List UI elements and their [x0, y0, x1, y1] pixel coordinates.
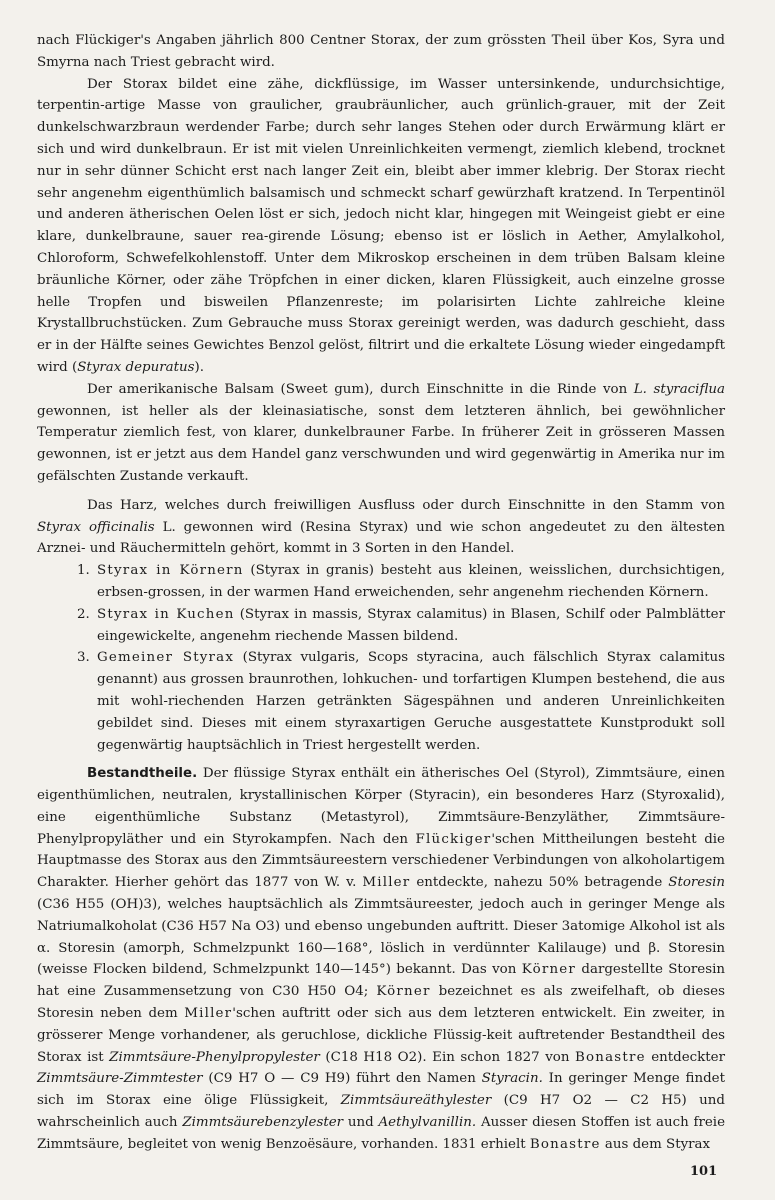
- page-number: 101: [690, 1164, 718, 1179]
- paragraph-2: Der Storax bildet eine zähe, dickflüssige, im Wasser untersinkende, undurchsichtige, terpentin-artige Masse von graulicher, graubräunlicher, auch grünlich-grauer, mit der Zeit dunkelschwarzbraun werdender Farbe; durch sehr langes Stehen oder durch Erwärmung klärt er sich und wird dunkelbraun. Er ist mit vielen Unreinlichkeiten vermengt, ziemlich klebend, trocknet nur in sehr dünner Schicht erst nach langer Zeit ein, bleibt aber immer klebrig. Der Storax riecht sehr angenehm eigenthümlich balsamisch und schmeckt scharf gewürzhaft kratzend. In Terpentinöl und anderen ätherischen Oelen löst er sich, jedoch nicht klar, hingegen mit Weingeist giebt er eine klare, dunkelbraune, sauer rea-girende Lösung; ebenso ist er löslich in Aether, Amylalkohol, Chloroform, Schwefelkohlenstoff. Unter dem Mikroskop erscheinen in dem trüben Balsam kleine bräunliche Körner, oder zähe Tröpfchen in einer dicken, klaren Flüssigkeit, auch einzelne grosse helle Tropfen und bisweilen Pflanzenreste; im polarisirten Lichte zahlreiche kleine Krystallbruchstücken. Zum Gebrauche muss Storax gereinigt werden, was dadurch geschieht, dass er in der Hälfte seines Gewichtes Benzol gelöst, filtrirt und die erkaltete Lösung wieder eingedampft wird (Styrax depuratus).: [37, 76, 725, 375]
- paragraph-bestandtheile: Bestandtheile. Der flüssige Styrax enthält ein ätherisches Oel (Styrol), Zimmtsäure, einen eigenthümlichen, neutralen, krystallinischen Körper (Styracin), ein besonderes Harz (Styroxalid), eine eigenthümliche Substanz (Metastyrol), Zimmtsäure-Benzyläther, Zimmtsäure-Phenylpropyläther und ein Styrokampfen. Nach den Flückiger'schen Mittheilungen besteht die Hauptmasse des Storax aus den Zimmtsäureestern verschiedener Verbindungen von alkoholartigem Charakter. Hierher gehört das 1877 von W. v. Miller entdeckte, nahezu 50% betragende Storesin (C36 H55 (OH)3), welches hauptsächlich als Zimmtsäureester, jedoch auch in geringer Menge als Natriumalkoholat (C36 H57 Na O3) und ebenso ungebunden auftritt. Dieser 3atomige Alkohol ist als α. Storesin (amorph, Schmelzpunkt 160—168°, löslich in verdünnter Kalilauge) und β. Storesin (weisse Flocken bildend, Schmelzpunkt 140—145°) bekannt. Das von Körner dargestellte Storesin hat eine Zusammensetzung von C30 H50 O4; Körner bezeichnet es als zweifelhaft, ob dieses Storesin neben dem Miller'schen auftritt oder sich aus dem letzteren entwickelt. Ein zweiter, in grösserer Menge vorhandener, als geruchlose, dickliche Flüssig-keit auftretender Bestandtheil des Storax ist Zimmtsäure-Phenylpropylester (C18 H18 O2). Ein schon 1827 von Bonastre entdeckter Zimmtsäure-Zimmtester (C9 H7 O — C9 H9) führt den Namen Styracin. In geringer Menge findet sich im Storax eine ölige Flüssigkeit, Zimmtsäureäthylester (C9 H7 O2 — C2 H5) und wahrscheinlich auch Zimmtsäurebenzylester und Aethylvanillin. Ausser diesen Stoffen ist auch freie Zimmtsäure, begleitet von wenig Benzoësäure, vorhanden. 1831 erhielt Bonastre aus dem Styrax: [37, 766, 725, 1152]
- list-item: 3. Gemeiner Styrax (Styrax vulgaris, Scops styracina, auch fälschlich Styrax calamitus genannt) aus grossen braunrothen, lohkuchen- und torfartigen Klumpen bestehend, die aus mit wohl-riechenden Harzen getränkten Sägespähnen und anderen Unreinlichkeiten gebildet sind. Dieses mit einem styraxartigen Geruche ausgestattete Kunstprodukt soll gegenwärtig hauptsächlich in Triest hergestellt werden.: [77, 650, 725, 753]
- italic-term: Styrax depuratus: [77, 359, 195, 375]
- list-item: 2. Styrax in Kuchen (Styrax in massis, Styrax calamitus) in Blasen, Schilf oder Palmblätter eingewickelte, angenehm riechende Massen bildend.: [77, 606, 725, 644]
- sorts-list: [37, 560, 725, 756]
- paragraph-1: nach Flückiger's Angaben jährlich 800 Centner Storax, der zum grössten Theil über Kos, Syra und Smyrna nach Triest gebracht wird.: [37, 33, 725, 70]
- text-block: [37, 30, 725, 1156]
- section-title: Bestandtheile.: [87, 766, 198, 782]
- paragraph-3: Der amerikanische Balsam (Sweet gum), durch Einschnitte in die Rinde von L. styraciflua gewonnen, ist heller als der kleinasiatische, sonst dem letzteren ähnlich, bei gewöhnlicher Temperatur ziemlich fest, von klarer, dunkelbrauner Farbe. In früherer Zeit in grösseren Massen gewonnen, ist er jetzt aus dem Handel ganz verschwunden und wird gegenwärtig in Amerika nur im gefälschten Zustande verkauft.: [37, 381, 725, 484]
- list-item: 1. Styrax in Körnern (Styrax in granis) besteht aus kleinen, weisslichen, durchsichtigen, erbsen-grossen, in der warmen Hand erweichenden, sehr angenehm riechenden Körnern.: [77, 563, 725, 600]
- italic-term: L. styraciflua: [633, 381, 725, 397]
- paragraph-4: Das Harz, welches durch freiwilligen Ausfluss oder durch Einschnitte in den Stamm von Styrax officinalis L. gewonnen wird (Resina Styrax) und wie schon angedeutet zu den ältesten Arznei- und Räuchermitteln gehört, kommt in 3 Sorten in den Handel.: [37, 497, 725, 557]
- italic-term: Styrax officinalis: [37, 519, 155, 535]
